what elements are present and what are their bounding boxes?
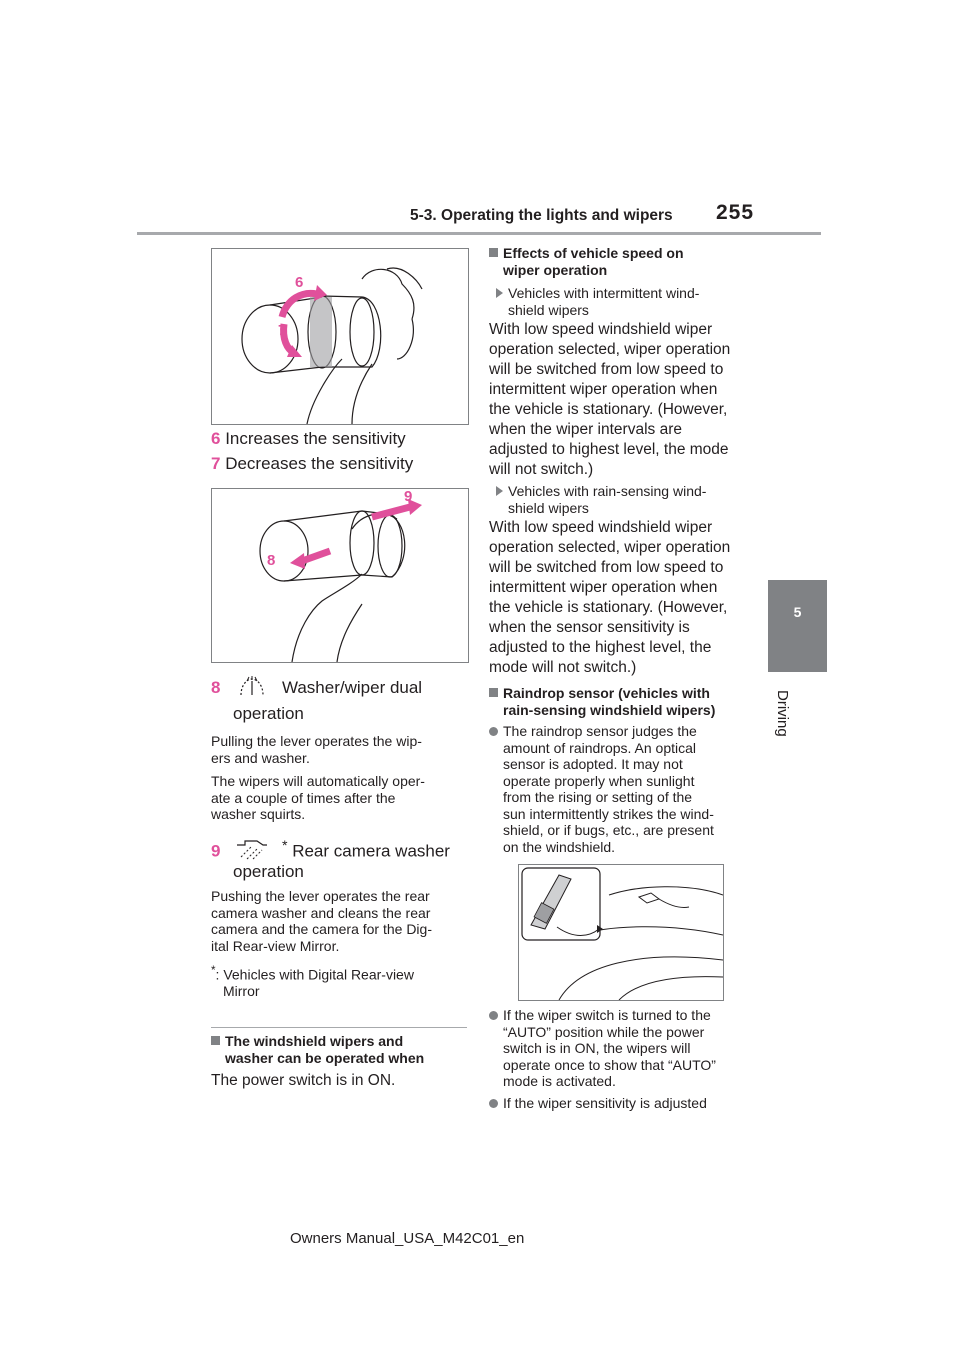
callout-7: 7 <box>278 322 287 339</box>
para-9: Pushing the lever operates the rear camera washer and cleans the rear camera and the camera for the Dig- ital Rear-view Mirror. <box>211 888 432 954</box>
figure-sensitivity-ring <box>211 248 469 425</box>
figure-washer-lever <box>211 488 469 663</box>
sensitivity-ring <box>310 297 332 367</box>
item-6: 6 Increases the sensitivity <box>211 429 406 448</box>
footnote: *: Vehicles with Digital Rear-view Mirror <box>211 964 414 1000</box>
footer-manual-id: Owners Manual_USA_M42C01_en <box>290 1230 525 1247</box>
lever-illustration-2 <box>212 489 468 662</box>
chapter-label: Driving <box>774 690 791 737</box>
washer-wiper-icon <box>237 675 267 697</box>
bullet-raindrop: The raindrop sensor judges the amount of raindrops. An optical sensor is adopted. It may not operate properly when sunlight from the rising or setting of the sun intermittently strikes the wind- shield, or if bugs, etc., are present on the windshield. <box>489 723 714 855</box>
para-intermittent: With low speed windshield wiper operation selected, wiper operation will be switched from low speed to intermittent wiper operation when the vehicle is stationary. (However, when the wiper intervals are adjusted to highest level, the mode will not switch.) <box>489 321 731 478</box>
bullet-auto-position: If the wiper switch is turned to the “AUTO” position while the power switch is in ON, the wipers will operate once to show that “AUTO” mode is activated. <box>489 1007 716 1090</box>
item-7: 7 Decreases the sensitivity <box>211 454 414 473</box>
chapter-number: 5 <box>793 604 802 620</box>
divider <box>211 1027 467 1028</box>
heading-washer-operable: The windshield wipers and washer can be operated when <box>211 1033 424 1066</box>
arrow-push <box>372 507 410 517</box>
para-8b: The wipers will automatically oper- ate a couple of times after the washer squirts. <box>211 773 425 822</box>
rear-camera-washer-icon <box>235 839 269 861</box>
page-number: 255 <box>716 201 755 224</box>
arrow-pull <box>302 551 330 561</box>
heading-raindrop-sensor: Raindrop sensor (vehicles with rain-sensing windshield wipers) <box>489 685 715 718</box>
heading-vehicle-speed: Effects of vehicle speed on wiper operation <box>489 245 684 278</box>
sensor-illustration <box>519 865 723 1000</box>
sub-rain-sensing: Vehicles with rain-sensing wind- shield wipers <box>496 483 706 516</box>
sub-intermittent: Vehicles with intermittent wind- shield wipers <box>496 285 699 318</box>
callout-6: 6 <box>295 274 304 291</box>
callout-9: 9 <box>404 489 413 505</box>
para-8a: Pulling the lever operates the wip- ers and washer. <box>211 733 422 766</box>
section-title: 5-3. Operating the lights and wipers <box>410 207 673 224</box>
chapter-tab <box>768 580 827 672</box>
header-rule <box>137 232 821 235</box>
callout-8: 8 <box>267 552 276 569</box>
item-8-cont: operation <box>233 704 304 723</box>
item-9: 9 * Rear camera washer <box>211 838 450 861</box>
item-9-cont: operation <box>233 862 304 881</box>
bullet-sensitivity-adjusted: If the wiper sensitivity is adjusted <box>489 1095 707 1112</box>
lever-illustration-1 <box>212 249 468 424</box>
para-power: The power switch is in ON. <box>211 1072 396 1089</box>
para-rain-sensing: With low speed windshield wiper operation selected, wiper operation will be switched from low speed to intermittent wiper operation when the vehicle is stationary. (However, when the sensor sensitivity is adjusted to the highest level, the mode will not switch.) <box>489 519 731 676</box>
figure-raindrop-sensor <box>518 864 724 1001</box>
item-8: 8 Washer/wiper dual <box>211 675 422 698</box>
